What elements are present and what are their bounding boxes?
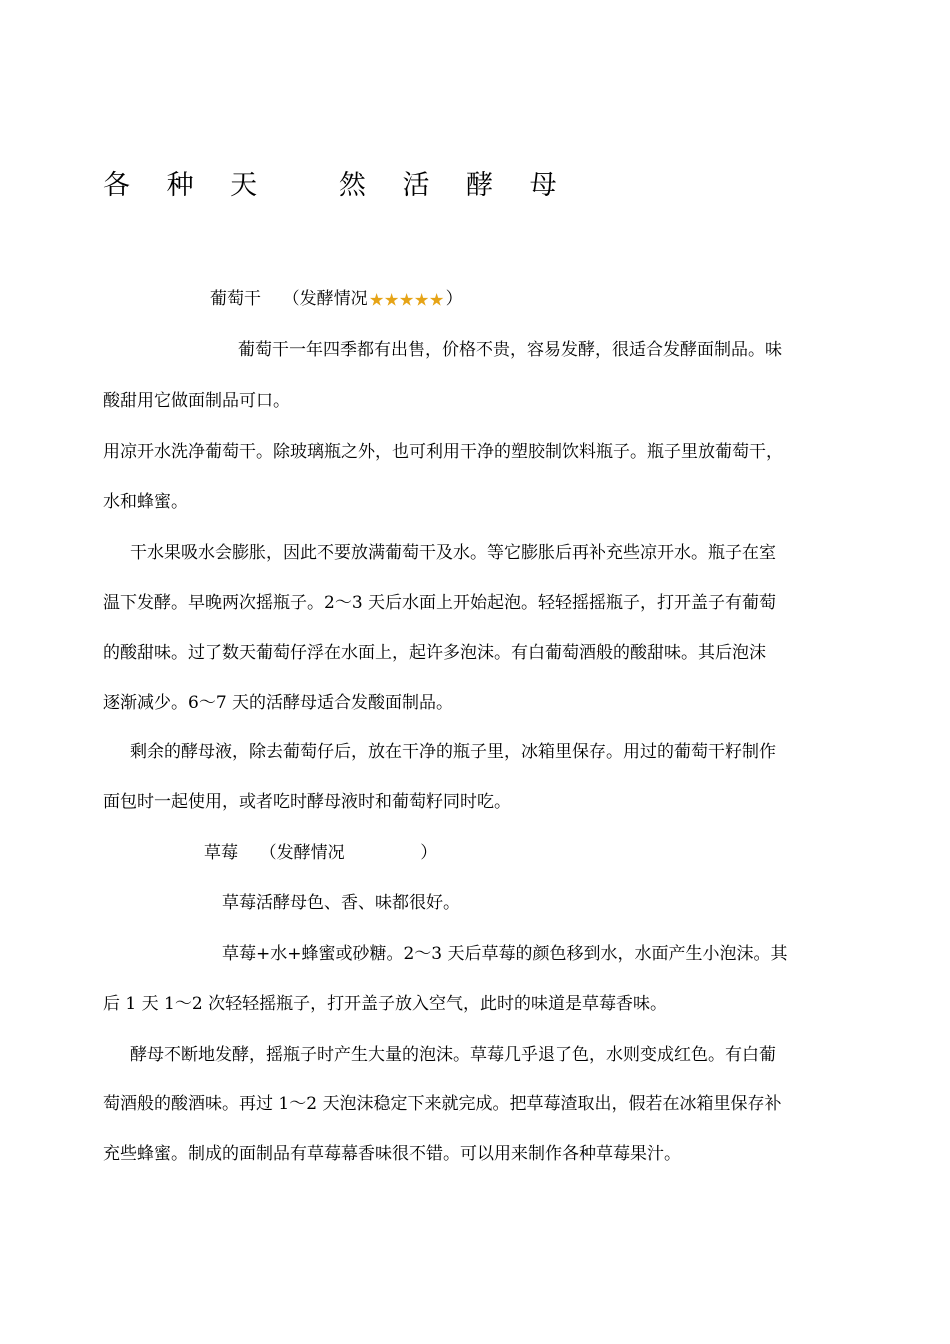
- paragraph-line: 干水果吸水会膨胀，因此不要放满葡萄干及水。等它膨胀后再补充些凉开水。瓶子在室: [130, 543, 776, 563]
- paragraph-line: 用凉开水洗净葡萄干。除玻璃瓶之外，也可利用干净的塑胶制饮料瓶子。瓶子里放葡萄干，: [103, 442, 783, 462]
- paragraph-line: 剩余的酵母液，除去葡萄仔后，放在干净的瓶子里，冰箱里保存。用过的葡萄干籽制作: [130, 742, 776, 762]
- paragraph-line: 面包时一起使用，或者吃时酵母液时和葡萄籽同时吃。: [103, 792, 511, 812]
- paragraph-line: 充些蜂蜜。制成的面制品有草莓幕香味很不错。可以用来制作各种草莓果汁。: [103, 1144, 681, 1164]
- rating-close: ）: [445, 289, 463, 309]
- star-icon: [415, 293, 429, 307]
- rating-label: （发酵情况: [282, 289, 368, 309]
- document-title: 各 种 天 然 活 酵 母: [103, 170, 571, 201]
- paragraph-line: 萄酒般的酸酒味。再过 1～2 天泡沫稳定下来就完成。把草莓渣取出，假若在冰箱里保存补: [103, 1094, 782, 1114]
- paragraph-line: 水和蜂蜜。: [103, 492, 188, 512]
- section-heading-raisin: [210, 284, 463, 309]
- paragraph-line: 酵母不断地发酵，摇瓶子时产生大量的泡沫。草莓几乎退了色，水则变成红色。有白葡: [130, 1045, 776, 1065]
- paragraph-line: 草莓+水+蜂蜜或砂糖。2～3 天后草莓的颜色移到水，水面产生小泡沫。其: [222, 944, 788, 964]
- section-name: 葡萄干: [210, 289, 261, 309]
- star-icon: [400, 293, 414, 307]
- paragraph-line: 的酸甜味。过了数天葡萄仔浮在水面上，起许多泡沫。有白葡萄酒般的酸甜味。其后泡沫: [103, 643, 766, 663]
- star-icon: [370, 293, 384, 307]
- paragraph-line: 温下发酵。早晚两次摇瓶子。2～3 天后水面上开始起泡。轻轻摇摇瓶子，打开盖子有葡萄: [103, 593, 777, 613]
- paragraph-line: 后 1 天 1～2 次轻轻摇瓶子，打开盖子放入空气，此时的味道是草莓香味。: [103, 994, 668, 1014]
- section-heading-strawberry: [204, 838, 437, 863]
- paragraph-line: 酸甜用它做面制品可口。: [103, 391, 290, 411]
- paragraph-line: 逐渐减少。6～7 天的活酵母适合发酸面制品。: [103, 693, 454, 713]
- rating-label: （发酵情况: [259, 843, 345, 863]
- star-icon: [430, 293, 444, 307]
- rating-close: ）: [420, 843, 438, 863]
- star-icon: [385, 293, 399, 307]
- paragraph-line: 葡萄干一年四季都有出售，价格不贵，容易发酵，很适合发酵面制品。味: [238, 340, 782, 360]
- rating-stars: [370, 293, 444, 307]
- paragraph-line: 草莓活酵母色、香、味都很好。: [222, 893, 460, 913]
- section-name: 草莓: [204, 843, 238, 863]
